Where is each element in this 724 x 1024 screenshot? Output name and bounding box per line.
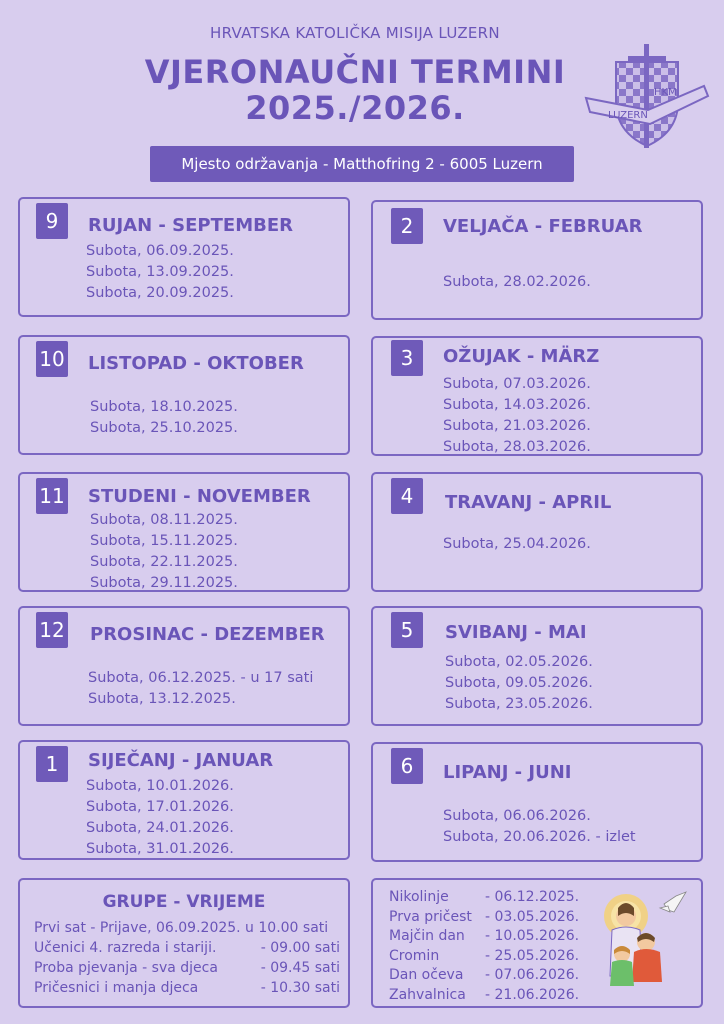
event-name: Prva pričest	[389, 908, 472, 925]
date-item: Subota, 15.11.2025.	[90, 533, 238, 549]
month-dates	[90, 397, 238, 439]
month-dates	[86, 241, 234, 304]
month-card-january	[18, 740, 350, 860]
month-number-badge: 12	[36, 612, 68, 648]
month-name: VELJAČA - FEBRUAR	[443, 216, 643, 237]
date-item: Subota, 22.11.2025.	[90, 554, 238, 570]
date-item: Subota, 02.05.2026.	[445, 654, 593, 670]
month-name: LIPANJ - JUNI	[443, 762, 572, 783]
date-item: Subota, 08.11.2025.	[90, 512, 238, 528]
month-card-december	[18, 606, 350, 726]
month-card-june	[371, 742, 703, 862]
date-item: Subota, 20.06.2026. - izlet	[443, 829, 636, 845]
month-name: PROSINAC - DEZEMBER	[90, 624, 325, 645]
event-row	[389, 927, 579, 947]
event-date: - 03.05.2026.	[485, 908, 580, 925]
group-time: - 09.45 sati	[260, 960, 340, 976]
event-date: - 21.06.2026.	[485, 986, 580, 1003]
month-card-november	[18, 472, 350, 592]
date-item: Subota, 25.10.2025.	[90, 420, 238, 436]
month-number-badge: 6	[391, 748, 423, 784]
group-time: - 09.00 sati	[260, 940, 340, 956]
month-number-badge: 9	[36, 203, 68, 239]
group-label: Proba pjevanja - sva djeca	[34, 960, 218, 976]
title-line-1: VJERONAUČNI TERMINI	[144, 53, 566, 91]
group-row	[34, 938, 340, 958]
month-name: STUDENI - NOVEMBER	[88, 486, 311, 507]
event-name: Dan očeva	[389, 967, 464, 983]
month-dates	[88, 668, 313, 710]
group-row	[34, 918, 340, 938]
month-dates	[445, 652, 593, 715]
month-name: LISTOPAD - OKTOBER	[88, 353, 304, 374]
date-item: Subota, 14.03.2026.	[443, 397, 591, 413]
month-card-october	[18, 335, 350, 455]
month-dates	[443, 272, 591, 293]
month-number-badge: 11	[36, 478, 68, 514]
group-row	[34, 978, 340, 998]
month-card-april	[371, 472, 703, 592]
group-label: Učenici 4. razreda i stariji.	[34, 940, 217, 956]
date-item: Subota, 18.10.2025.	[90, 399, 238, 415]
date-item: Subota, 20.09.2025.	[86, 285, 234, 301]
date-item: Subota, 13.09.2025.	[86, 264, 234, 280]
location-banner: Mjesto održavanja - Matthofring 2 - 6005 Luzern	[150, 146, 574, 182]
event-row	[389, 947, 579, 967]
event-row	[389, 986, 579, 1006]
event-date: - 25.05.2026.	[485, 947, 580, 964]
hkm-shield-cross-logo	[584, 40, 712, 156]
date-item: Subota, 28.02.2026.	[443, 274, 591, 290]
month-dates	[86, 776, 234, 860]
title-line-2: 2025./2026.	[245, 89, 465, 127]
month-name: TRAVANJ - APRIL	[445, 492, 612, 513]
group-label: Prvi sat - Prijave, 06.09.2025. u 10.00 sati	[34, 920, 329, 936]
event-row	[389, 908, 579, 928]
month-dates	[443, 806, 636, 848]
month-card-may	[371, 606, 703, 726]
month-card-february	[371, 200, 703, 320]
group-label: Pričesnici i manja djeca	[34, 980, 199, 996]
organization-name: HRVATSKA KATOLIČKA MISIJA LUZERN	[210, 24, 500, 42]
event-row	[389, 888, 579, 908]
month-dates	[443, 534, 591, 555]
event-date: - 10.05.2026.	[485, 928, 580, 944]
month-name: SVIBANJ - MAI	[445, 622, 587, 643]
date-item: Subota, 31.01.2026.	[86, 841, 234, 857]
date-item: Subota, 21.03.2026.	[443, 418, 591, 434]
date-item: Subota, 09.05.2026.	[445, 675, 593, 691]
event-date: - 07.06.2026.	[485, 967, 580, 983]
event-name: Zahvalnica	[389, 986, 466, 1003]
date-item: Subota, 24.01.2026.	[86, 820, 234, 836]
events-list	[389, 888, 579, 1005]
month-number-badge: 3	[391, 340, 423, 376]
month-name: SIJEČANJ - JANUAR	[88, 750, 274, 771]
holy-family-dove-illustration	[590, 886, 690, 994]
month-name: RUJAN - SEPTEMBER	[88, 215, 293, 236]
month-number-badge: 2	[391, 208, 423, 244]
date-item: Subota, 07.03.2026.	[443, 376, 591, 392]
event-name: Cromin	[389, 947, 440, 964]
date-item: Subota, 23.05.2026.	[445, 696, 593, 712]
logo-text-bottom: LUZERN	[608, 110, 648, 121]
date-item: Subota, 29.11.2025.	[90, 575, 238, 591]
logo-text-top: HKM	[654, 87, 677, 98]
date-item: Subota, 10.01.2026.	[86, 778, 234, 794]
date-item: Subota, 28.03.2026.	[443, 439, 591, 455]
groups-card	[18, 878, 350, 1008]
month-number-badge: 5	[391, 612, 423, 648]
date-item: Subota, 06.12.2025. - u 17 sati	[88, 670, 314, 686]
groups-title: GRUPE - VRIJEME	[102, 892, 266, 912]
group-time: - 10.30 sati	[260, 980, 340, 996]
date-item: Subota, 17.01.2026.	[86, 799, 234, 815]
month-name: OŽUJAK - MÄRZ	[443, 346, 600, 367]
month-number-badge: 4	[391, 478, 423, 514]
date-item: Subota, 25.04.2026.	[443, 536, 591, 552]
event-row	[389, 966, 579, 986]
month-card-september	[18, 197, 350, 317]
month-number-badge: 10	[36, 341, 68, 377]
event-name: Nikolinje	[389, 889, 449, 905]
month-number-badge: 1	[36, 746, 68, 782]
month-dates	[90, 510, 238, 594]
event-date: - 06.12.2025.	[485, 889, 580, 905]
groups-list	[34, 918, 340, 998]
date-item: Subota, 13.12.2025.	[88, 691, 236, 707]
month-card-march	[371, 336, 703, 456]
date-item: Subota, 06.09.2025.	[86, 243, 234, 259]
month-dates	[443, 374, 591, 458]
event-name: Majčin dan	[389, 928, 465, 944]
date-item: Subota, 06.06.2026.	[443, 808, 591, 824]
group-row	[34, 958, 340, 978]
